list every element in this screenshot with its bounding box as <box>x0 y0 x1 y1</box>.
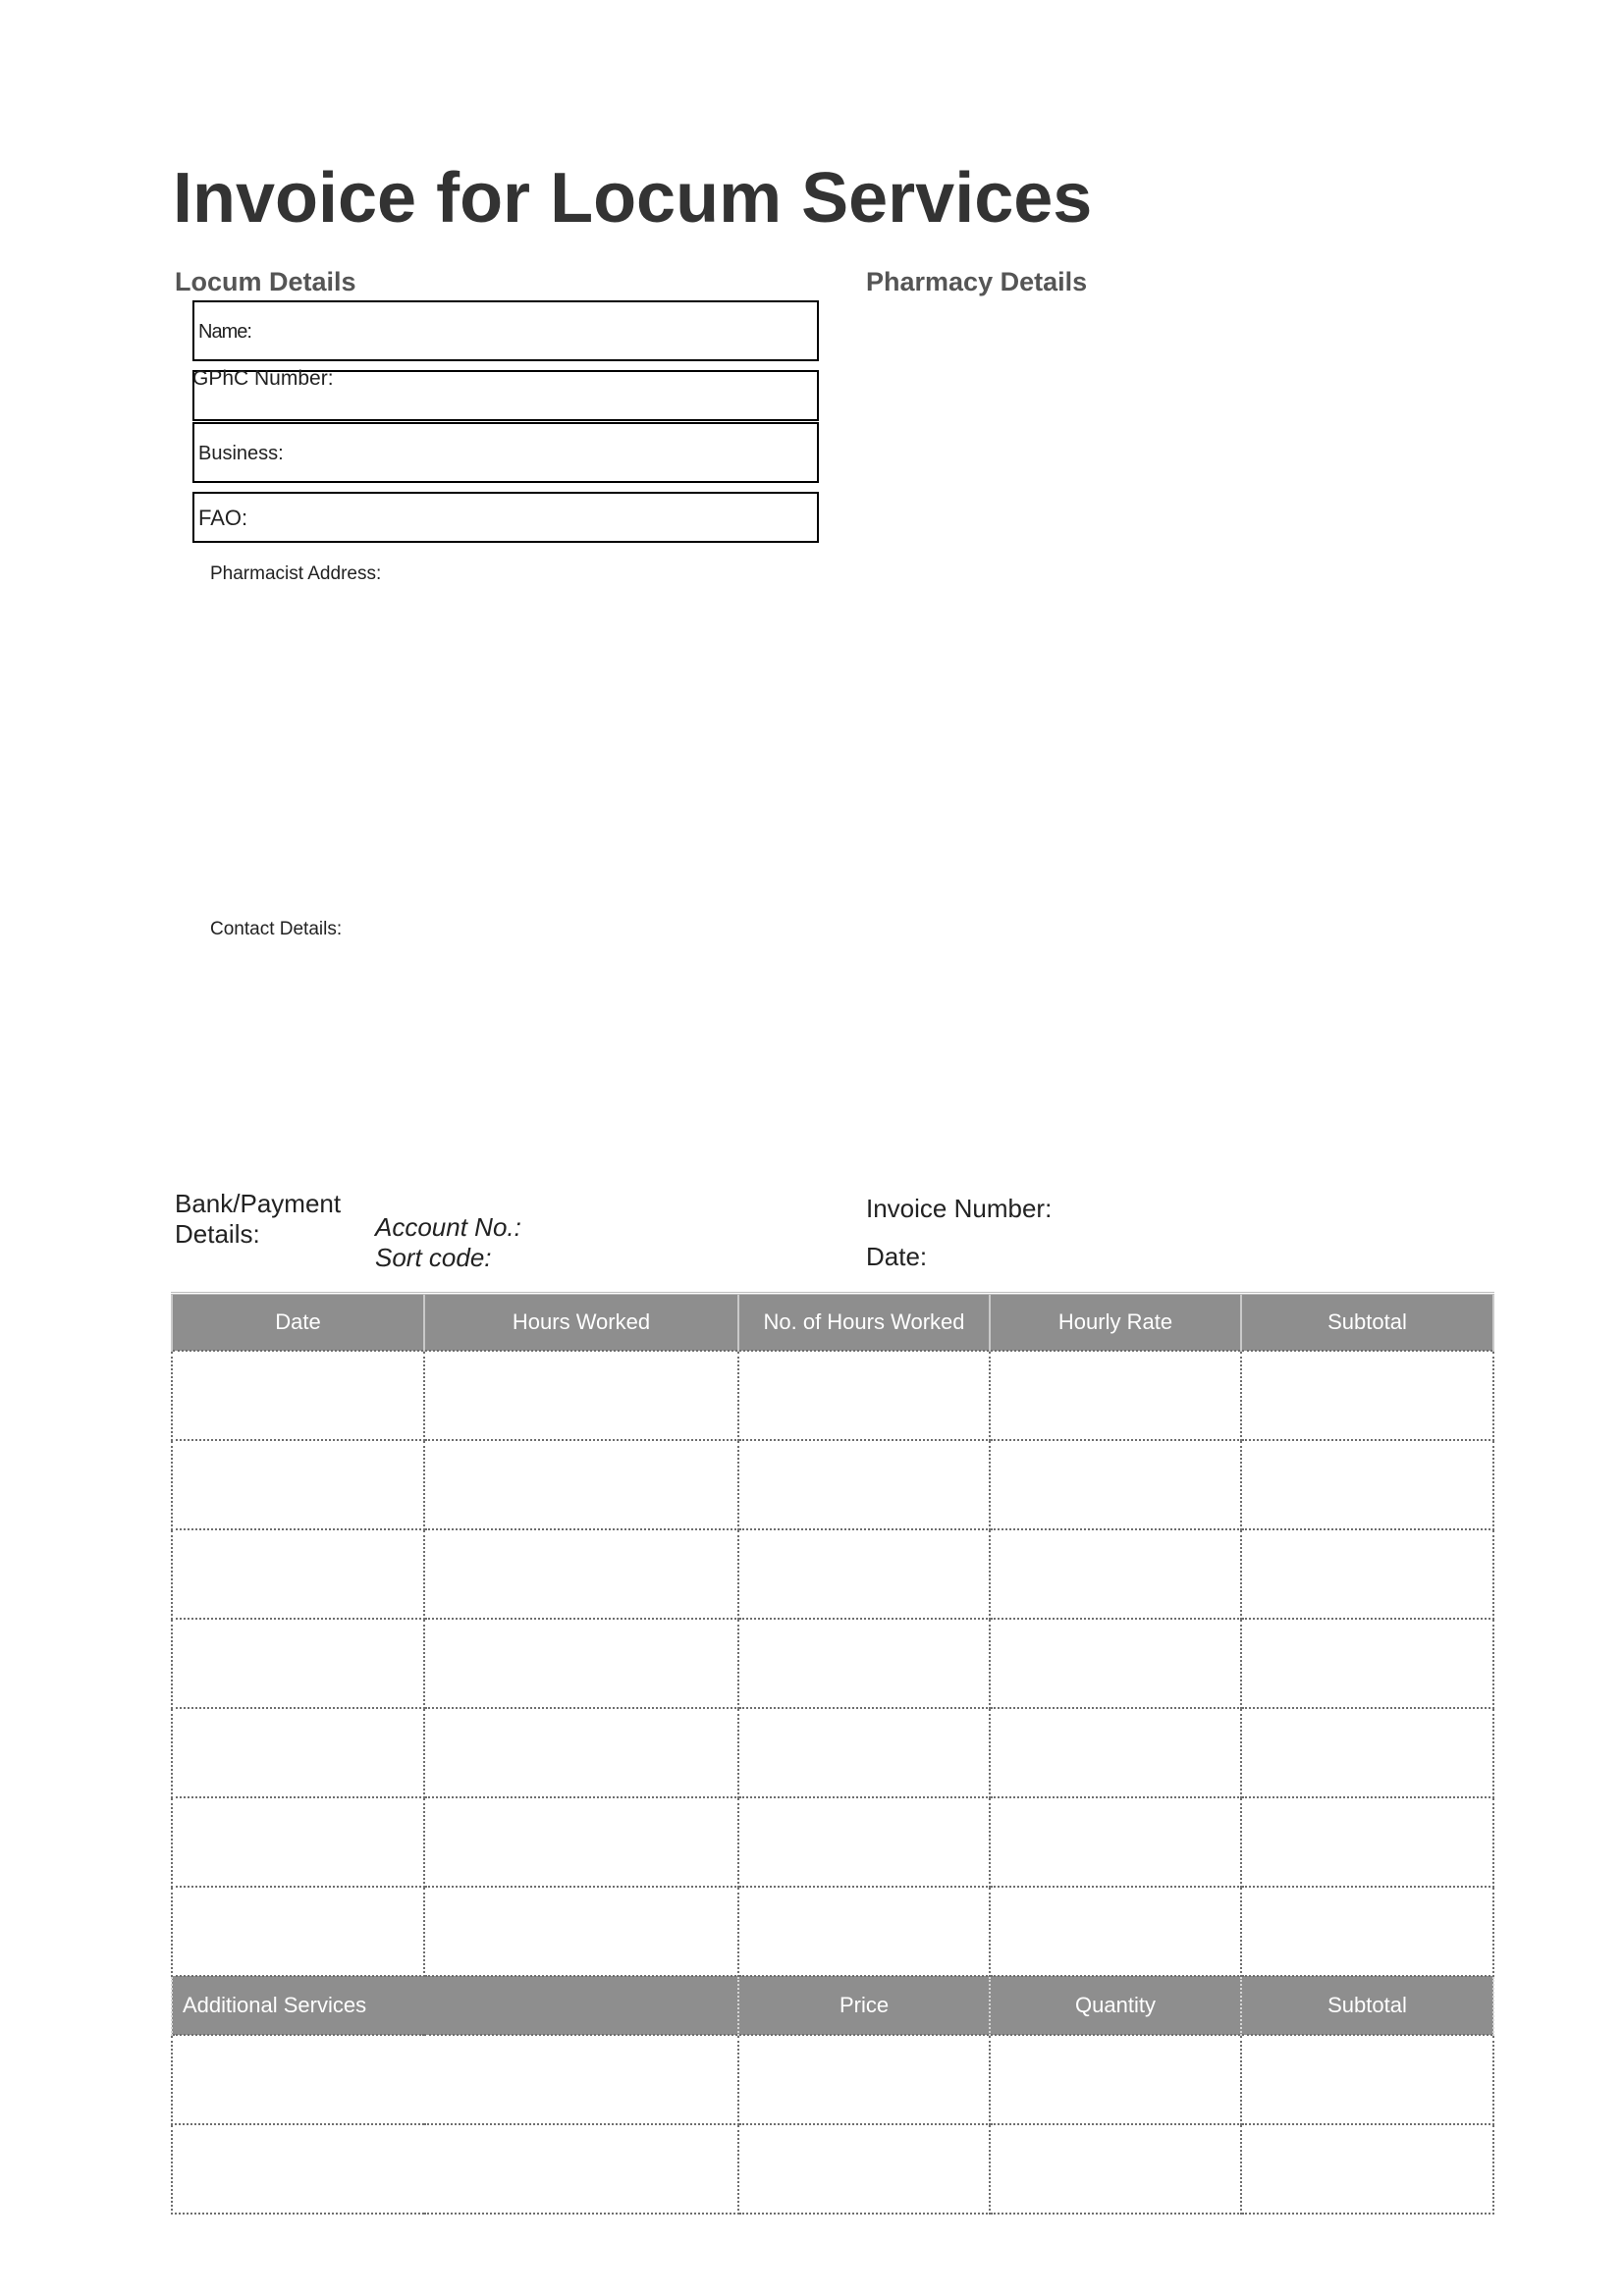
no-of-hours-cell[interactable] <box>738 1529 990 1619</box>
hourly-rate-cell[interactable] <box>990 1887 1241 1976</box>
bank-payment-label-line2: Details: <box>175 1219 260 1249</box>
gphc-number-field[interactable] <box>192 367 819 421</box>
additional-subtotal-cell[interactable] <box>1241 2035 1493 2124</box>
col-header-hourly-rate: Hourly Rate <box>990 1294 1241 1351</box>
hours-worked-cell[interactable] <box>424 1529 738 1619</box>
subtotal-cell[interactable] <box>1241 1351 1493 1440</box>
table-header-row <box>172 1294 1493 1351</box>
hourly-rate-cell[interactable] <box>990 1351 1241 1440</box>
no-of-hours-cell[interactable] <box>738 1797 990 1887</box>
hourly-rate-cell[interactable] <box>990 1708 1241 1797</box>
account-number-label: Account No.: <box>375 1212 521 1242</box>
name-label: Name: <box>198 321 251 343</box>
additional-services-row <box>172 2035 1493 2124</box>
business-field[interactable] <box>192 422 819 483</box>
sort-code-label: Sort code: <box>375 1243 492 1268</box>
col-header-date: Date <box>172 1294 424 1351</box>
additional-service-cell[interactable] <box>172 2124 738 2214</box>
col-header-additional-services: Additional Services <box>172 1976 738 2035</box>
no-of-hours-cell[interactable] <box>738 1440 990 1529</box>
pharmacist-address-label: Pharmacist Address: <box>210 563 382 584</box>
table-row <box>172 1529 1493 1619</box>
subtotal-cell[interactable] <box>1241 1797 1493 1887</box>
price-cell[interactable] <box>738 2124 990 2214</box>
page-title: Invoice for Locum Services <box>173 159 1093 238</box>
additional-subtotal-cell[interactable] <box>1241 2124 1493 2214</box>
hours-worked-cell[interactable] <box>424 1887 738 1976</box>
contact-details-label: Contact Details: <box>210 919 343 939</box>
date-cell[interactable] <box>172 1351 424 1440</box>
no-of-hours-cell[interactable] <box>738 1351 990 1440</box>
table-row <box>172 1887 1493 1976</box>
subtotal-cell[interactable] <box>1241 1440 1493 1529</box>
subtotal-cell[interactable] <box>1241 1887 1493 1976</box>
col-header-quantity: Quantity <box>990 1976 1241 2035</box>
gphc-number-label: GPhC Number: <box>192 367 334 390</box>
subtotal-cell[interactable] <box>1241 1708 1493 1797</box>
hourly-rate-cell[interactable] <box>990 1797 1241 1887</box>
table-row <box>172 1797 1493 1887</box>
fao-label: FAO: <box>198 506 248 530</box>
subtotal-cell[interactable] <box>1241 1529 1493 1619</box>
hours-worked-cell[interactable] <box>424 1708 738 1797</box>
table-row <box>172 1708 1493 1797</box>
hourly-rate-cell[interactable] <box>990 1619 1241 1708</box>
col-header-no-of-hours: No. of Hours Worked <box>738 1294 990 1351</box>
invoice-table <box>171 1292 1494 2215</box>
no-of-hours-cell[interactable] <box>738 1887 990 1976</box>
date-cell[interactable] <box>172 1708 424 1797</box>
table-row <box>172 1440 1493 1529</box>
invoice-number-label: Invoice Number: <box>866 1194 1053 1223</box>
no-of-hours-cell[interactable] <box>738 1708 990 1797</box>
hourly-rate-cell[interactable] <box>990 1529 1241 1619</box>
price-cell[interactable] <box>738 2035 990 2124</box>
date-label: Date: <box>866 1242 928 1271</box>
locum-details-heading: Locum Details <box>175 267 356 296</box>
pharmacy-details-heading: Pharmacy Details <box>866 267 1088 296</box>
additional-service-cell[interactable] <box>172 2035 738 2124</box>
col-header-subtotal: Subtotal <box>1241 1294 1493 1351</box>
hours-worked-cell[interactable] <box>424 1797 738 1887</box>
table-row <box>172 1619 1493 1708</box>
table-row <box>172 1351 1493 1440</box>
hours-worked-cell[interactable] <box>424 1440 738 1529</box>
date-cell[interactable] <box>172 1797 424 1887</box>
quantity-cell[interactable] <box>990 2035 1241 2124</box>
col-header-hours-worked: Hours Worked <box>424 1294 738 1351</box>
bank-payment-label-line1: Bank/Payment <box>175 1189 342 1218</box>
date-cell[interactable] <box>172 1619 424 1708</box>
additional-services-row <box>172 2124 1493 2214</box>
fao-field[interactable] <box>192 492 819 543</box>
hours-worked-cell[interactable] <box>424 1619 738 1708</box>
subtotal-cell[interactable] <box>1241 1619 1493 1708</box>
no-of-hours-cell[interactable] <box>738 1619 990 1708</box>
date-cell[interactable] <box>172 1440 424 1529</box>
date-cell[interactable] <box>172 1887 424 1976</box>
col-header-price: Price <box>738 1976 990 2035</box>
hourly-rate-cell[interactable] <box>990 1440 1241 1529</box>
hours-worked-cell[interactable] <box>424 1351 738 1440</box>
date-cell[interactable] <box>172 1529 424 1619</box>
quantity-cell[interactable] <box>990 2124 1241 2214</box>
col-header-additional-subtotal: Subtotal <box>1241 1976 1493 2035</box>
name-field[interactable] <box>192 300 819 361</box>
sort-code-clip <box>375 1243 492 1268</box>
additional-services-header-row <box>172 1976 1493 2035</box>
business-label: Business: <box>198 443 284 464</box>
